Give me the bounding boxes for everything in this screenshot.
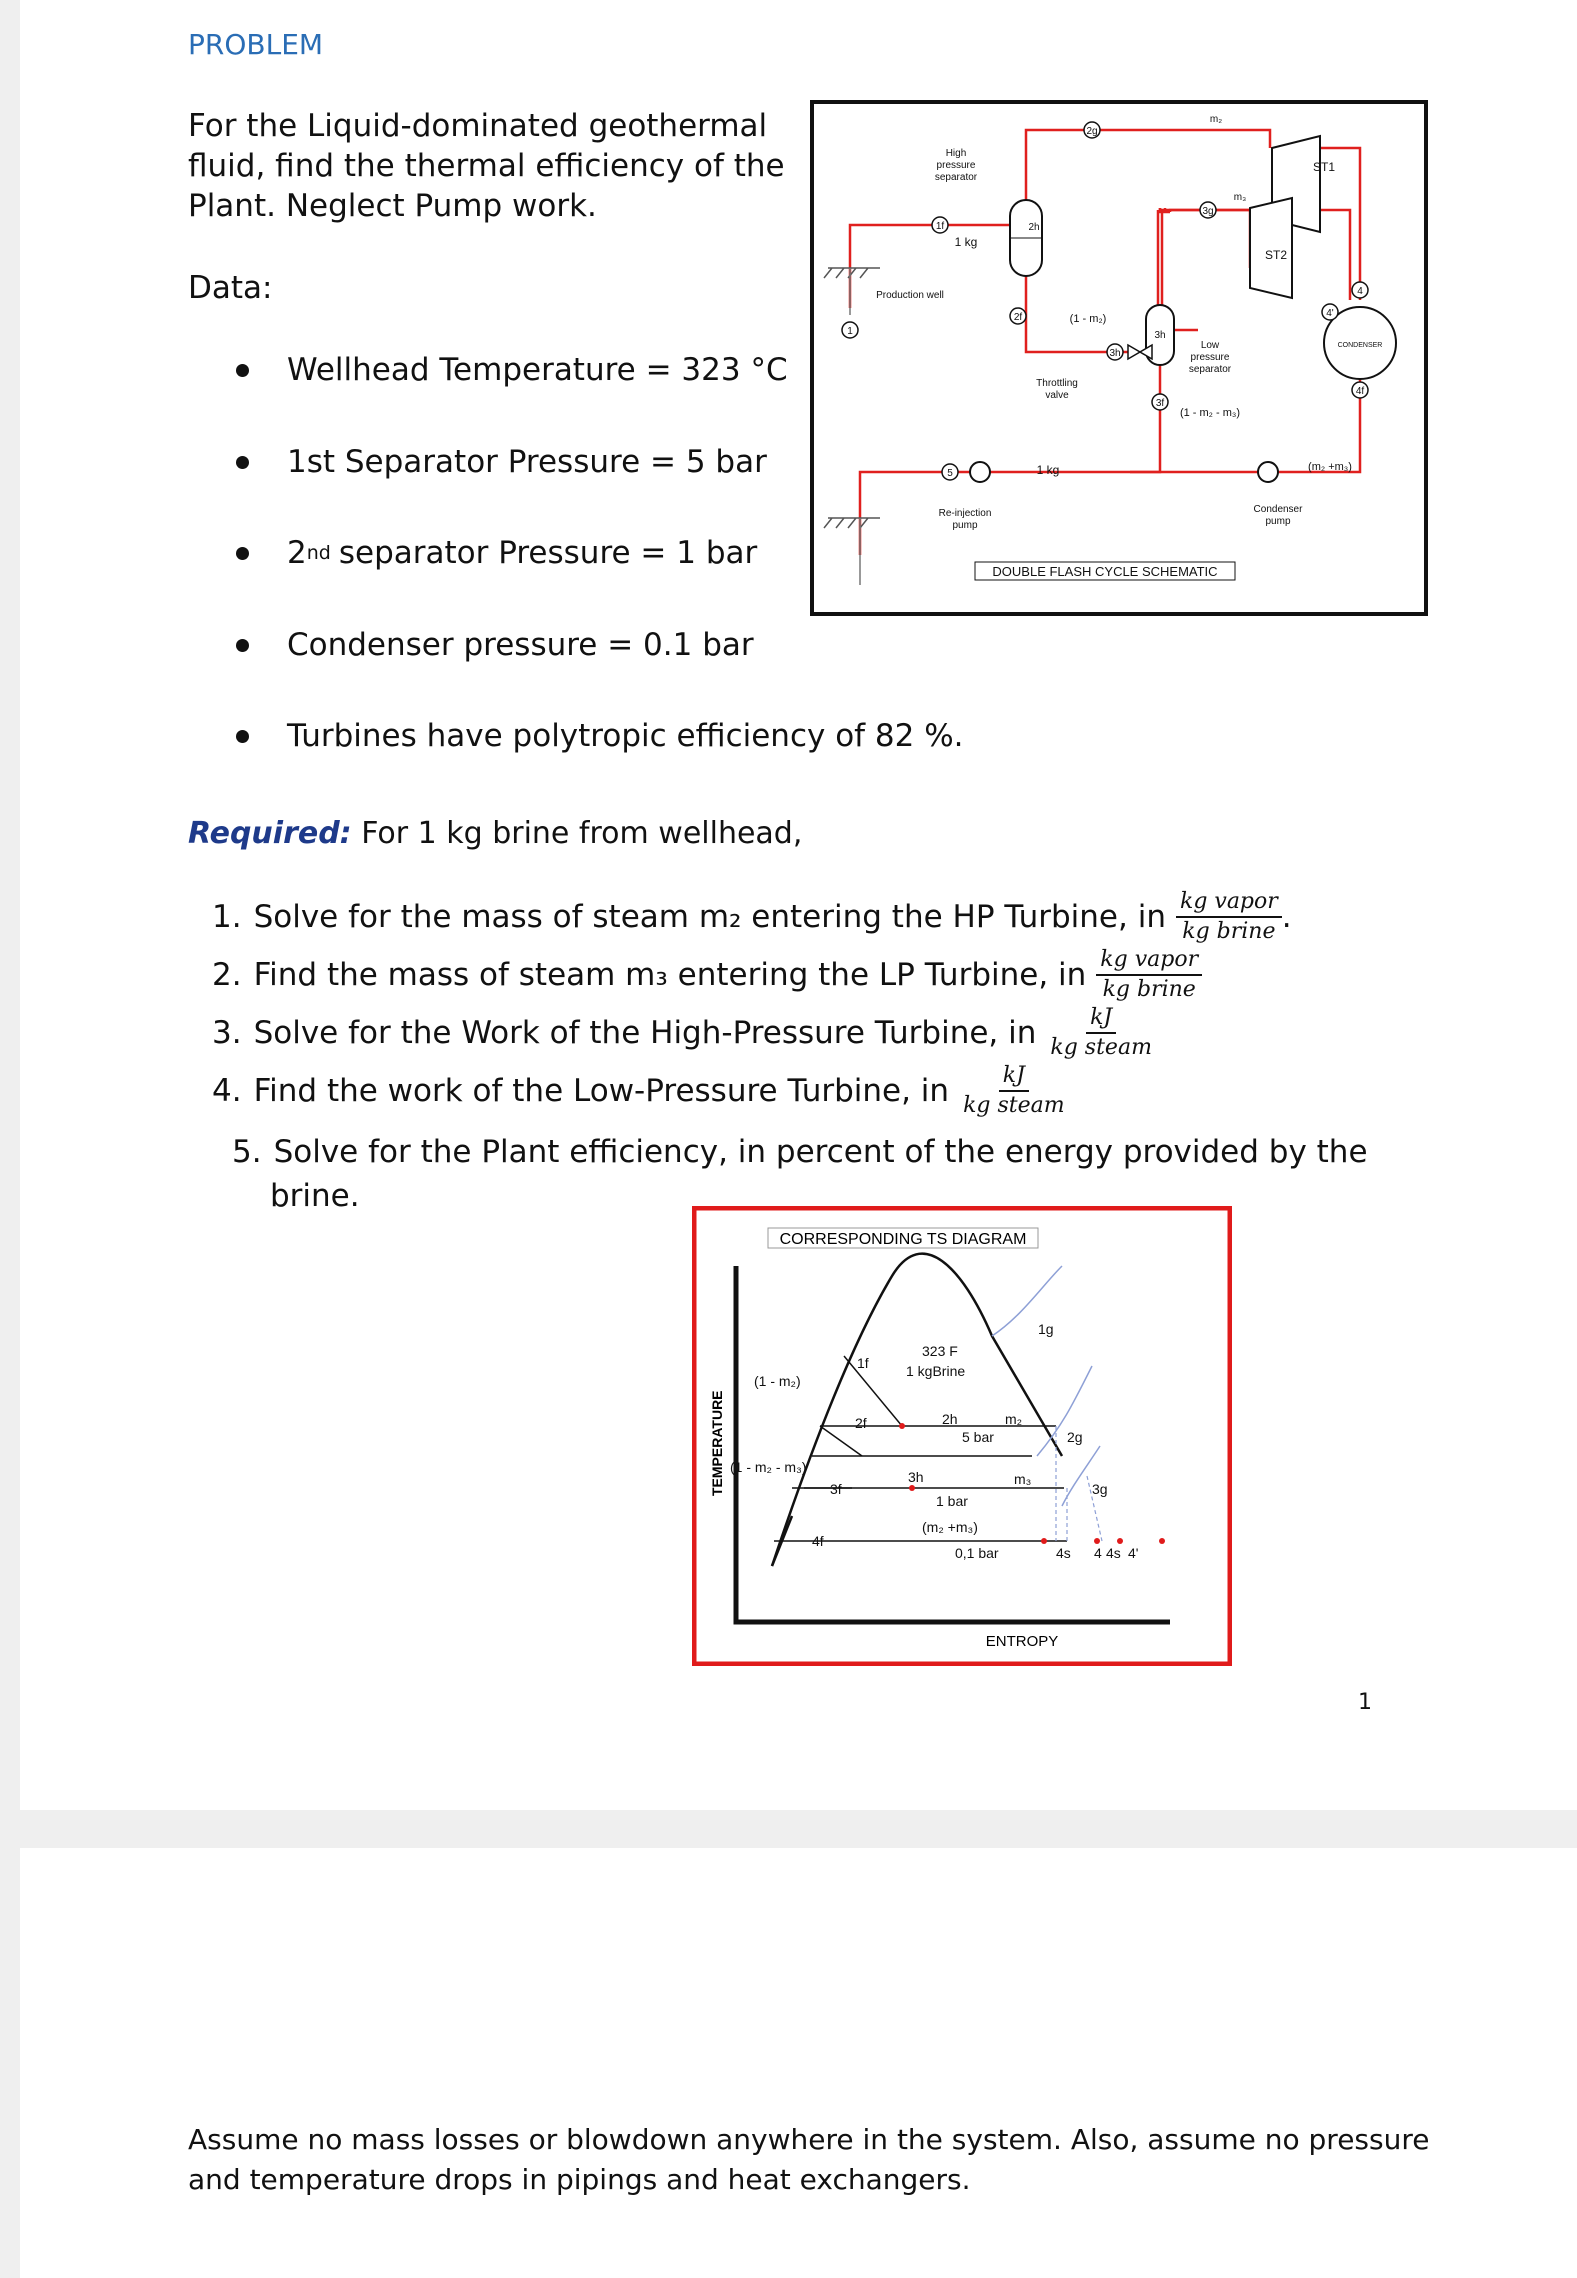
svg-text:1: 1 — [847, 326, 853, 337]
svg-text:m₂: m₂ — [1209, 114, 1223, 125]
svg-text:1f: 1f — [857, 1355, 869, 1371]
svg-text:Re-injection: Re-injection — [938, 508, 992, 519]
bullet-wellhead-temp: Wellhead Temperature = 323 °C — [236, 352, 788, 388]
svg-text:4': 4' — [1128, 1545, 1139, 1561]
bullet-first-separator: 1st Separator Pressure = 5 bar — [236, 444, 767, 480]
svg-text:(1 - m₂ - m₃): (1 - m₂ - m₃) — [1179, 407, 1241, 419]
svg-text:2g: 2g — [1086, 126, 1098, 137]
svg-text:3g: 3g — [1092, 1481, 1108, 1497]
svg-text:1 kgBrine: 1 kgBrine — [906, 1363, 966, 1379]
question-1: 1. Solve for the mass of steam m₂ entering the HP Turbine, in $\frac{\text{kg vapor}}{\text{kg brine}}$ . — [212, 889, 1292, 944]
unit-fraction: $\frac{kJ}{\text{kg steam}}$ — [963, 1063, 1065, 1118]
svg-text:High: High — [945, 148, 967, 159]
svg-text:1g: 1g — [1038, 1321, 1054, 1337]
svg-text:(1 - m₂): (1 - m₂) — [754, 1373, 801, 1389]
double-flash-schematic — [810, 100, 1430, 618]
svg-text:(1 - m₂ - m₃): (1 - m₂ - m₃) — [730, 1459, 807, 1475]
svg-text:(m₂ +m₃): (m₂ +m₃) — [922, 1519, 978, 1535]
svg-text:pressure: pressure — [936, 160, 976, 171]
bullet-dot — [236, 456, 249, 469]
svg-text:Low: Low — [1200, 340, 1220, 351]
svg-text:m₃: m₃ — [1233, 192, 1247, 203]
svg-text:2g: 2g — [1067, 1429, 1083, 1445]
bullet-dot — [236, 364, 249, 377]
svg-text:pressure: pressure — [1190, 352, 1230, 363]
bullet-dot — [236, 547, 249, 560]
svg-text:ST1: ST1 — [1312, 160, 1336, 174]
required-line: Required: For 1 kg brine from wellhead, — [188, 816, 803, 851]
schematic-caption: DOUBLE FLASH CYCLE SCHEMATIC — [992, 564, 1218, 579]
reinjection-pump-icon — [970, 462, 990, 482]
svg-text:4f: 4f — [1355, 386, 1365, 397]
svg-text:pump: pump — [1265, 516, 1291, 527]
svg-text:Condenser: Condenser — [1253, 504, 1303, 515]
svg-text:1 kg: 1 kg — [954, 235, 978, 249]
unit-fraction: $\frac{\text{kg vapor}}{\text{kg brine}}$ — [1176, 888, 1282, 946]
intro-text: For the Liquid-dominated geothermal fluid, find the thermal efficiency of the Plant. Neglect Pump work. — [188, 108, 785, 224]
svg-text:2f: 2f — [1013, 312, 1023, 323]
svg-text:3h: 3h — [1154, 330, 1166, 341]
svg-text:4: 4 — [1357, 286, 1363, 297]
svg-text:(m₂ +m₃): (m₂ +m₃) — [1308, 461, 1352, 473]
question-3: 3. Solve for the Work of the High-Pressure Turbine, in $\frac{kJ}{\text{kg steam}}$ — [212, 1004, 1156, 1062]
svg-text:3h: 3h — [1109, 348, 1121, 359]
ts-diagram — [692, 1206, 1232, 1666]
svg-text:4f: 4f — [812, 1533, 824, 1549]
data-label: Data: — [188, 270, 273, 306]
svg-text:4s: 4s — [1056, 1545, 1071, 1561]
svg-text:5 bar: 5 bar — [962, 1429, 994, 1445]
question-4: 4. Find the work of the Low-Pressure Turbine, in $\frac{kJ}{\text{kg steam}}$ — [212, 1062, 1069, 1120]
question-5: 5. Solve for the Plant efficiency, in percent of the energy provided by the brine. — [232, 1134, 1368, 1214]
svg-text:4: 4 — [1094, 1545, 1102, 1561]
svg-text:3h: 3h — [908, 1469, 924, 1485]
svg-text:1 kg: 1 kg — [1036, 463, 1060, 477]
unit-fraction: $\frac{\text{kg vapor}}{\text{kg brine}}$ — [1096, 946, 1202, 1004]
condenser-pump-icon — [1258, 462, 1278, 482]
svg-text:2h: 2h — [942, 1411, 958, 1427]
svg-text:323 F: 323 F — [922, 1343, 958, 1359]
svg-text:Production well: Production well — [876, 290, 944, 301]
ts-ylabel: TEMPERATURE — [709, 1390, 725, 1496]
svg-text:CONDENSER: CONDENSER — [1337, 342, 1383, 349]
svg-text:valve: valve — [1045, 390, 1069, 401]
svg-text:5: 5 — [947, 468, 953, 479]
svg-text:2h: 2h — [1028, 222, 1040, 233]
svg-text:4': 4' — [1326, 308, 1334, 319]
svg-text:1f: 1f — [935, 221, 945, 232]
svg-text:separator: separator — [1188, 364, 1232, 375]
svg-text:(1 - m₂): (1 - m₂) — [1069, 313, 1107, 325]
bullet-second-separator: 2 nd separator Pressure = 1 bar — [236, 535, 757, 571]
svg-text:pump: pump — [952, 520, 978, 531]
ts-caption: CORRESPONDING TS DIAGRAM — [779, 1231, 1027, 1248]
svg-text:3f: 3f — [1155, 398, 1165, 409]
bullet-dot — [236, 639, 249, 652]
svg-text:m₃: m₃ — [1014, 1471, 1032, 1487]
svg-text:m₂: m₂ — [1005, 1411, 1023, 1427]
svg-text:1 bar: 1 bar — [936, 1493, 968, 1509]
svg-text:3g: 3g — [1202, 206, 1214, 217]
bullet-turbine-efficiency: Turbines have polytropic efficiency of 82 %. — [236, 718, 964, 754]
svg-text:separator: separator — [934, 172, 978, 183]
svg-text:4s: 4s — [1106, 1545, 1121, 1561]
svg-text:0,1 bar: 0,1 bar — [955, 1545, 999, 1561]
problem-heading: PROBLEM — [188, 28, 324, 61]
assumption-note: Assume no mass losses or blowdown anywhere in the system. Also, assume no pressure and temperature drops in pipings and heat exchangers. — [188, 2123, 1430, 2196]
unit-fraction: $\frac{kJ}{\text{kg steam}}$ — [1050, 1005, 1152, 1060]
svg-text:3f: 3f — [830, 1481, 842, 1497]
svg-text:ST2: ST2 — [1264, 248, 1288, 262]
page-2 — [20, 1848, 1577, 2278]
bullet-dot — [236, 730, 249, 743]
question-2: 2. Find the mass of steam m₃ entering the LP Turbine, in $\frac{\text{kg vapor}}{\text{kg brine}}$ — [212, 946, 1202, 1004]
bullet-condenser-pressure: Condenser pressure = 0.1 bar — [236, 627, 754, 663]
svg-text:Throttling: Throttling — [1036, 378, 1078, 389]
page-number: 1 — [1358, 1690, 1372, 1715]
svg-text:2f: 2f — [855, 1415, 867, 1431]
ts-xlabel: ENTROPY — [985, 1633, 1059, 1650]
